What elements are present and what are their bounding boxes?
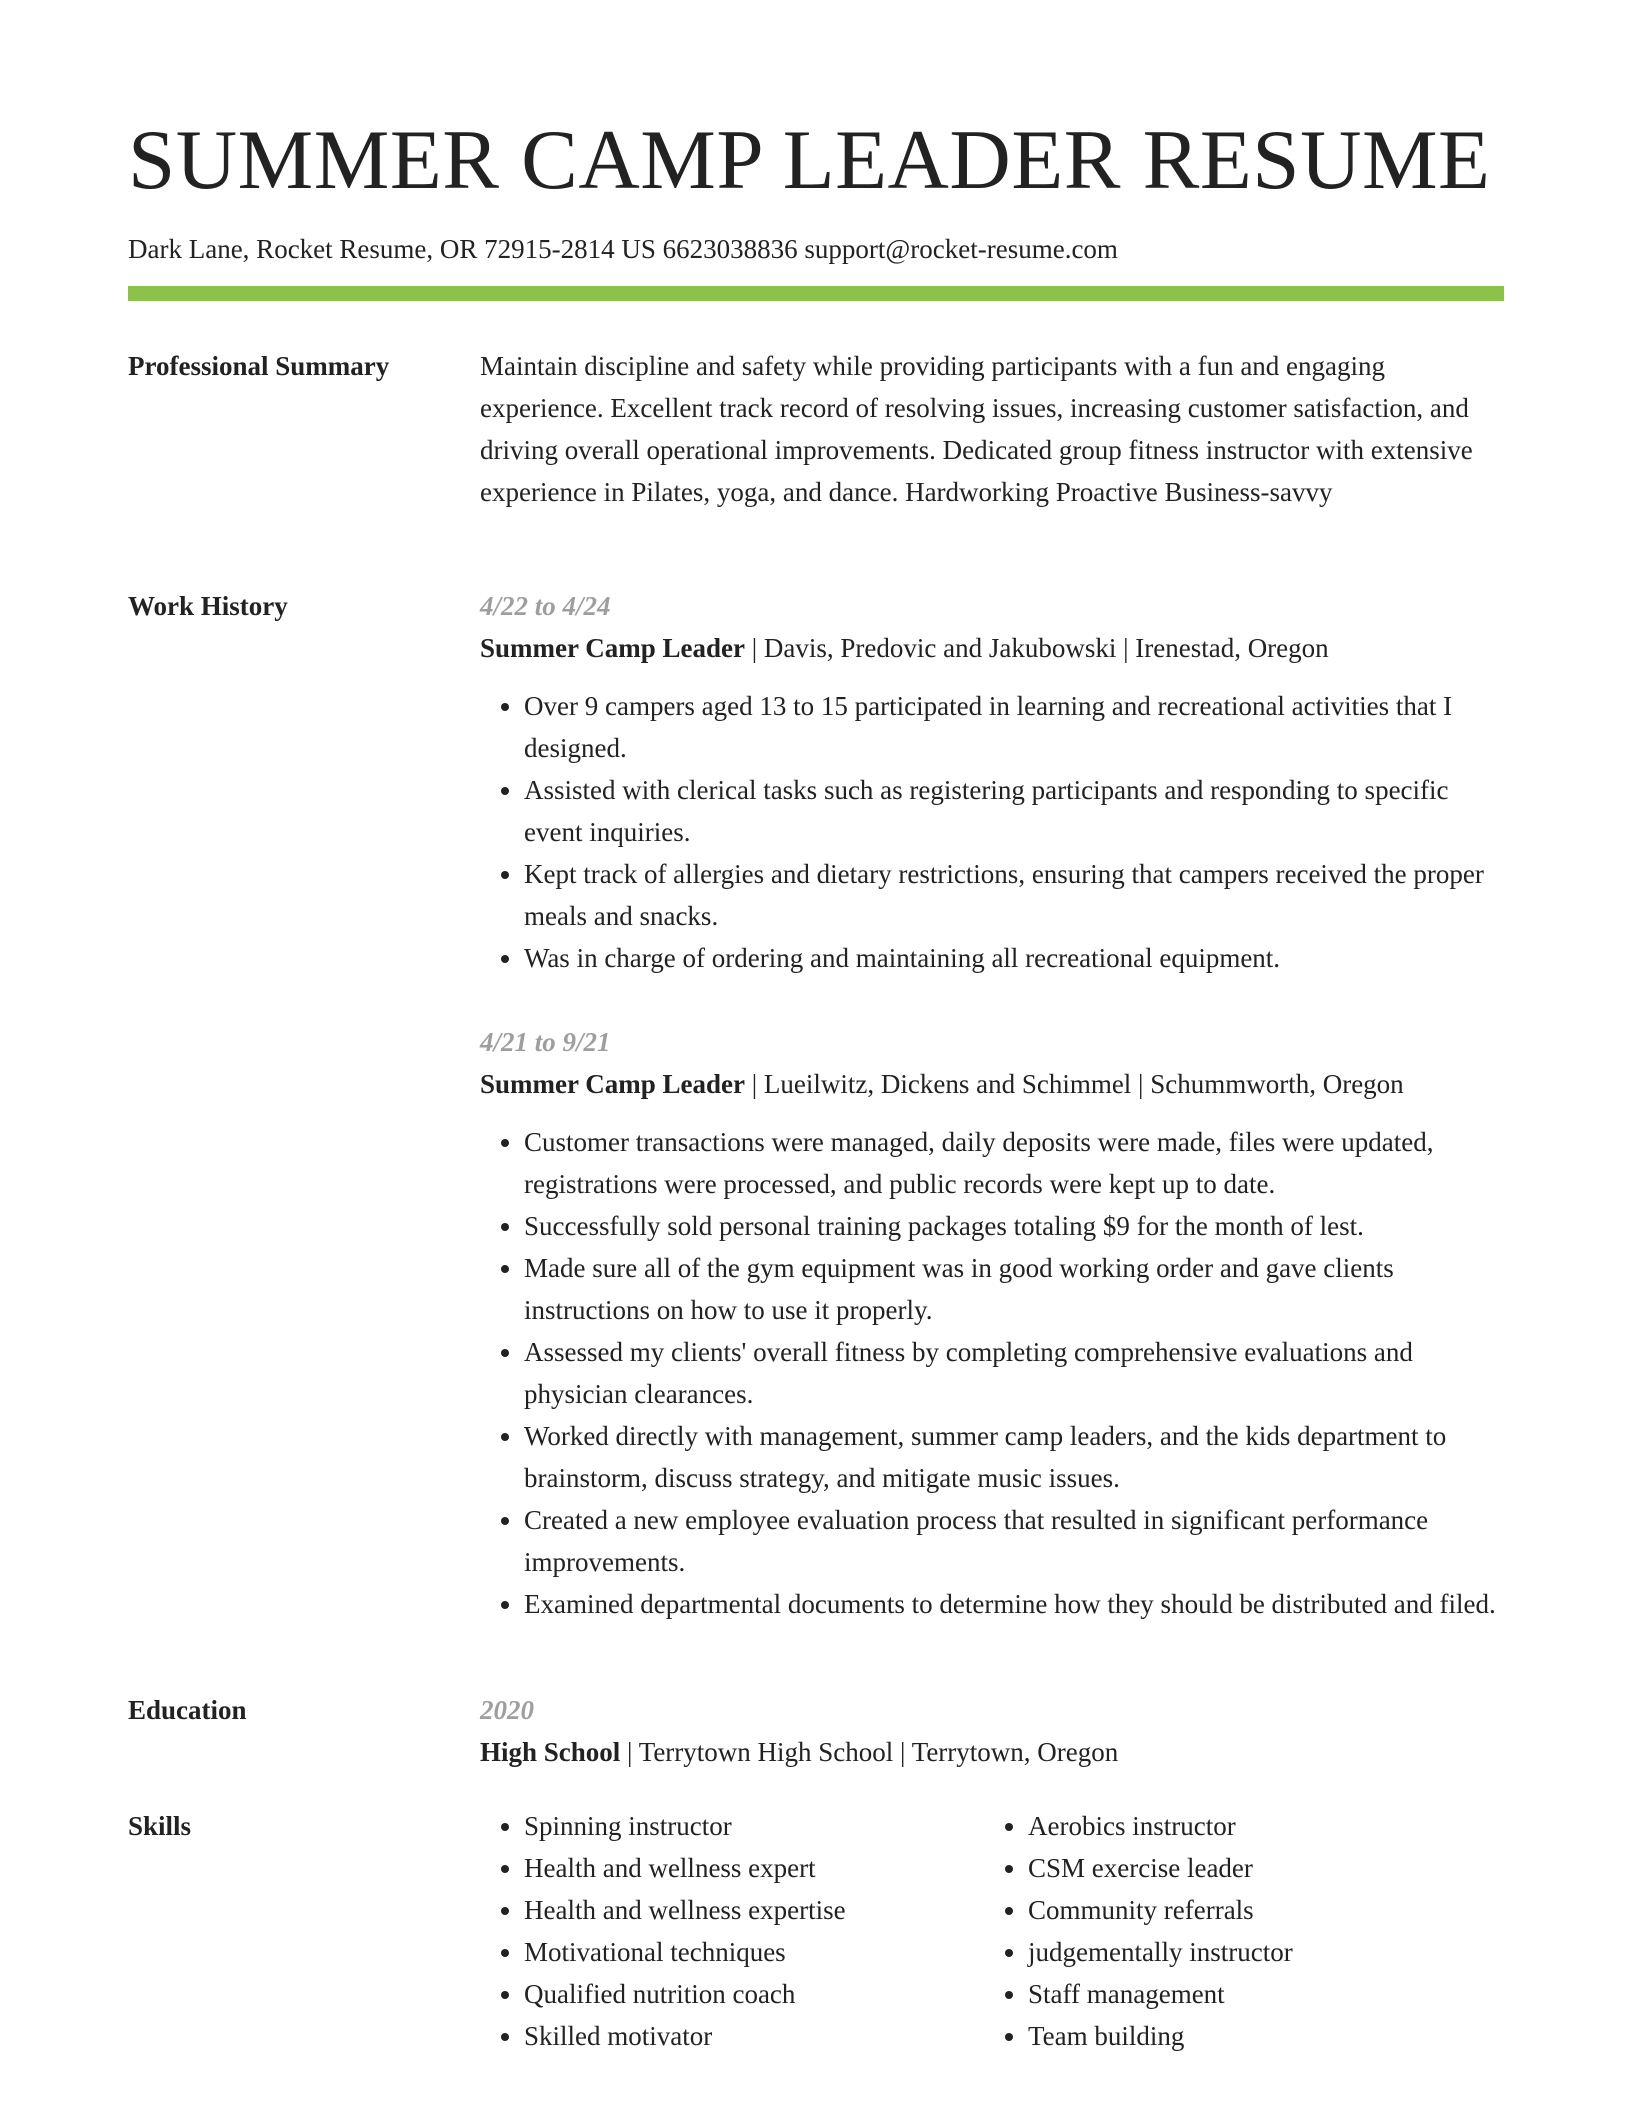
resume-title: SUMMER CAMP LEADER RESUME [128, 113, 1491, 207]
header-divider [128, 286, 1504, 301]
skill-item: • CSM exercise leader [1028, 1847, 1488, 1889]
section-label-summary: Professional Summary [128, 351, 390, 381]
job-bullet: • Assessed my clients' overall fitness by completing comprehensive evaluations and physician clearances. [524, 1331, 1504, 1415]
job-heading [480, 1063, 1504, 1105]
job-bullet: • Over 9 campers aged 13 to 15 participated in learning and recreational activities that I designed. [524, 685, 1504, 769]
job-entry [480, 585, 1504, 979]
skill-item: • Health and wellness expert [524, 1847, 984, 1889]
summary-body [480, 345, 1504, 513]
skill-item: • Qualified nutrition coach [524, 1973, 984, 2015]
job-bullet: • Was in charge of ordering and maintaining all recreational equipment. [524, 937, 1504, 979]
skills-list [480, 1805, 984, 2057]
education-degree: High School [480, 1737, 621, 1767]
education-heading [480, 1731, 1504, 1773]
education-body [480, 1689, 1504, 1773]
skills-column-right [984, 1805, 1488, 2057]
contact-line: Dark Lane, Rocket Resume, OR 72915-2814 US 6623038836 support@rocket-resume.com [128, 234, 1118, 264]
job-title: Summer Camp Leader [480, 633, 745, 663]
job-details: | Lueilwitz, Dickens and Schimmel | Schummworth, Oregon [744, 1069, 1404, 1099]
skill-item: • Health and wellness expertise [524, 1889, 984, 1931]
job-title: Summer Camp Leader [480, 1069, 745, 1099]
skill-item: • Motivational techniques [524, 1931, 984, 1973]
job-bullet: • Made sure all of the gym equipment was in good working order and gave clients instructions on how to use it properly. [524, 1247, 1504, 1331]
skills-list [984, 1805, 1488, 2057]
job-bullets [480, 1121, 1504, 1625]
skill-item: • judgementally instructor [1028, 1931, 1488, 1973]
section-label-education: Education [128, 1695, 247, 1725]
job-bullet: • Successfully sold personal training packages totaling $9 for the month of lest. [524, 1205, 1504, 1247]
job-bullet: • Kept track of allergies and dietary restrictions, ensuring that campers received the proper meals and snacks. [524, 853, 1504, 937]
education-year: 2020 [480, 1695, 534, 1725]
skill-item: • Aerobics instructor [1028, 1805, 1488, 1847]
section-label-work-history: Work History [128, 591, 288, 621]
job-entry [480, 1021, 1504, 1625]
job-bullets [480, 685, 1504, 979]
skill-item: • Community referrals [1028, 1889, 1488, 1931]
job-details: | Davis, Predovic and Jakubowski | Irenestad, Oregon [744, 633, 1329, 663]
job-heading [480, 627, 1504, 669]
job-bullet: • Examined departmental documents to determine how they should be distributed and filed. [524, 1583, 1504, 1625]
skills-body [480, 1805, 1504, 2057]
job-bullet: • Assisted with clerical tasks such as registering participants and responding to specific event inquiries. [524, 769, 1504, 853]
education-details: | Terrytown High School | Terrytown, Oregon [620, 1737, 1119, 1767]
job-dates: 4/22 to 4/24 [480, 591, 611, 621]
skill-item: • Spinning instructor [524, 1805, 984, 1847]
skill-item: • Team building [1028, 2015, 1488, 2057]
skill-item: • Staff management [1028, 1973, 1488, 2015]
job-bullet: • Customer transactions were managed, daily deposits were made, files were updated, registrations were processed, and public records were kept up to date. [524, 1121, 1504, 1205]
job-bullet: • Created a new employee evaluation process that resulted in significant performance improvements. [524, 1499, 1504, 1583]
job-bullet: • Worked directly with management, summer camp leaders, and the kids department to brainstorm, discuss strategy, and mitigate music issues. [524, 1415, 1504, 1499]
skills-column-left [480, 1805, 984, 2057]
summary-text: Maintain discipline and safety while providing participants with a fun and engaging experience. Excellent track record of resolving issues, increasing customer satisfaction, and driving overall operational improvements. Dedicated group fitness instructor with extensive experience in Pilates, yoga, and dance. Hardworking Proactive Business-savvy [480, 351, 1473, 507]
skills-columns [480, 1805, 1504, 2057]
section-label-skills: Skills [128, 1811, 192, 1841]
job-dates: 4/21 to 9/21 [480, 1027, 611, 1057]
work-history-body [480, 585, 1504, 1625]
skill-item: • Skilled motivator [524, 2015, 984, 2057]
